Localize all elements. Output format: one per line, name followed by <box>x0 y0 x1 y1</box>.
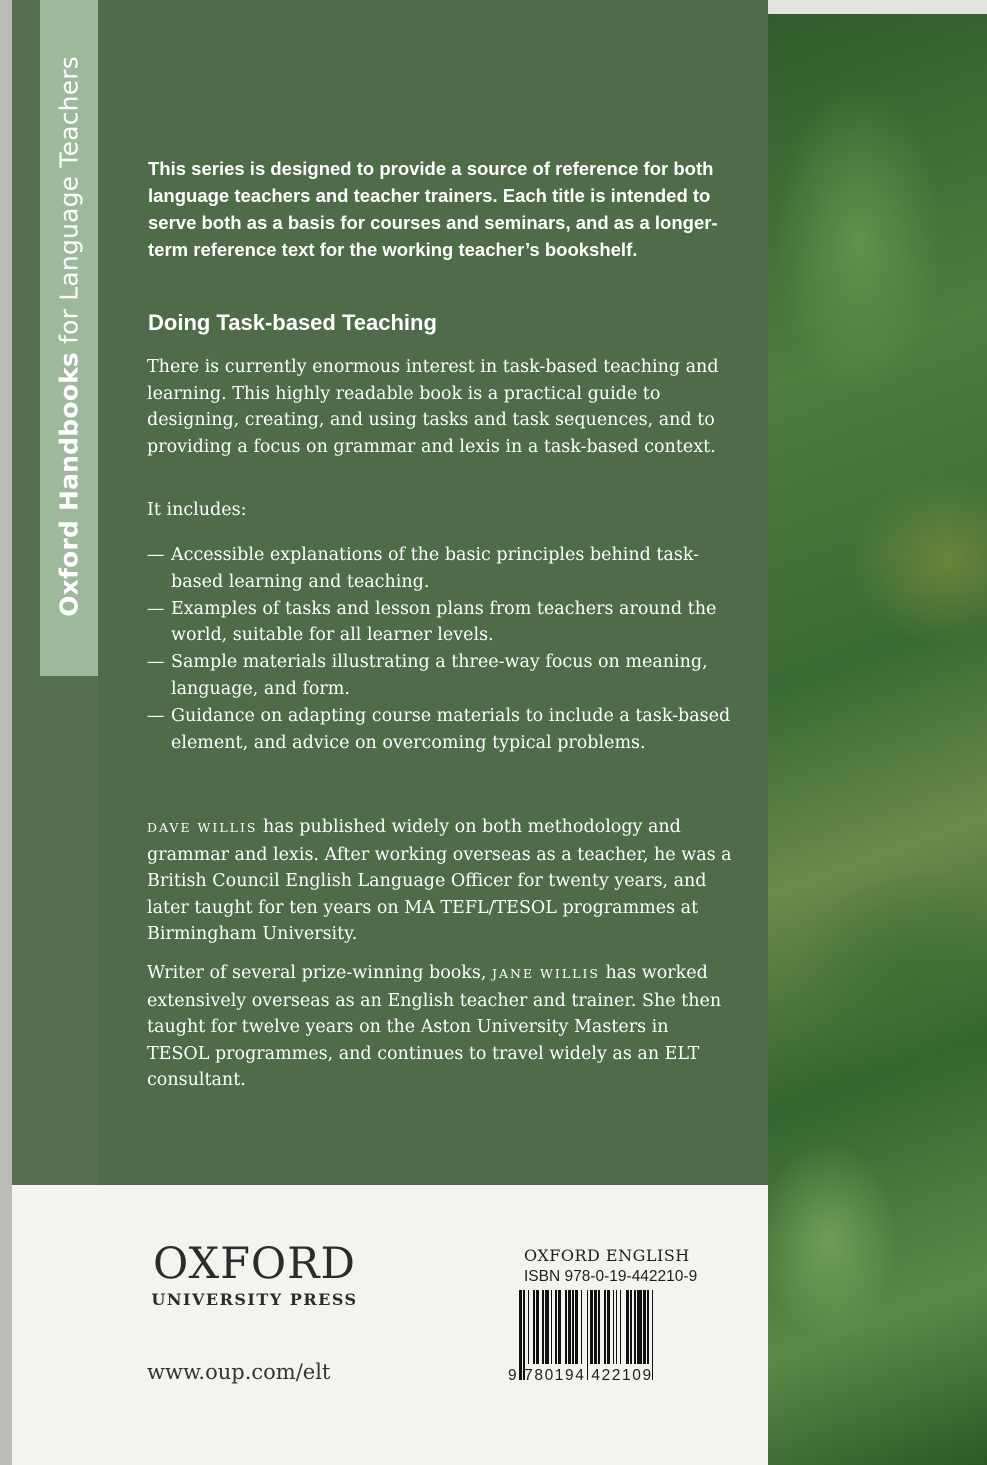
author-name: DAVE WILLIS <box>147 820 258 835</box>
foliage-photo <box>768 0 987 1465</box>
series-title-bold: Oxford Handbooks <box>54 352 84 617</box>
list-item: — Guidance on adapting course materials to include a task-based element, and advice on overcoming typical problems. <box>147 705 731 753</box>
isbn-number: ISBN 978-0-19-442210-9 <box>524 1268 698 1285</box>
series-intro: This series is designed to provide a source of reference for both language teachers and teacher trainers. Each title is intended to serve both as a basis for courses and seminars, and as a longer-term reference text for the working teacher’s bookshelf. <box>148 158 718 260</box>
barcode-bar <box>653 1290 654 1364</box>
book-description: There is currently enormous interest in task-based teaching and learning. This highly readable book is a practical guide to designing, creating, and using tasks and task sequences, and to providing a focus on grammar and lexis in a task-based context. <box>147 357 719 457</box>
author-name: JANE WILLIS <box>491 966 600 981</box>
series-title-light: for Language Teachers <box>54 56 84 352</box>
oxford-logo <box>147 1240 362 1309</box>
barcode-digits: 9 780194 422109 <box>508 1367 653 1384</box>
barcode-label: OXFORD ENGLISH <box>524 1246 690 1265</box>
author-bio-jane: Writer of several prize-winning books, JANE WILLIS has worked extensively overseas as an English teacher and trainer. She then taught for twelve years on the Aston University Masters in TESOL programmes, and continues to travel widely as an ELT consultant. <box>147 963 722 1090</box>
photo-top-edge <box>768 0 987 14</box>
publisher-url: www.oup.com/elt <box>147 1360 331 1384</box>
includes-label: It includes: <box>147 500 247 520</box>
includes-list <box>147 542 732 756</box>
series-title-band <box>40 0 98 676</box>
spine-edge <box>0 0 12 1465</box>
list-item: — Examples of tasks and lesson plans from teachers around the world, suitable for all learner levels. <box>147 598 717 646</box>
series-title <box>55 56 84 617</box>
logo-main-text: OXFORD <box>152 1239 357 1289</box>
logo-sub-text: UNIVERSITY PRESS <box>151 1290 358 1309</box>
list-item: — Sample materials illustrating a three-way focus on meaning, language, and form. <box>147 652 708 699</box>
book-title: Doing Task-based Teaching <box>148 310 437 335</box>
author-bio-dave: DAVE WILLIS has published widely on both methodology and grammar and lexis. After working overseas as a teacher, he was a British Council English Language Officer for twenty years, and later taught for ten years on MA TEFL/TESOL programmes at Birmingham University. <box>147 817 732 944</box>
list-item: — Accessible explanations of the basic principles behind task-based learning and teaching. <box>147 545 700 592</box>
